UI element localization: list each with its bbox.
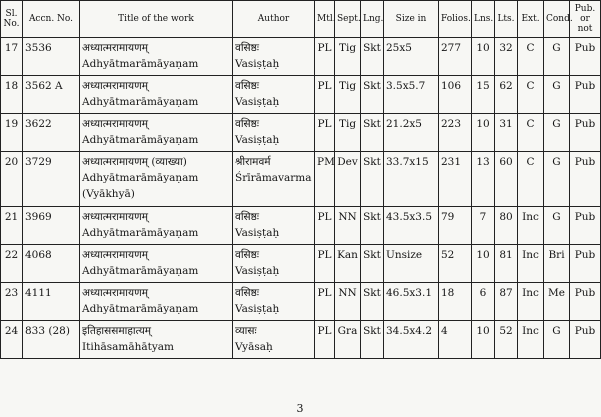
title-devanagari: अध्यात्मरामायणम्	[82, 249, 148, 261]
cell-extent: C	[518, 114, 544, 152]
cell-size: 3.5x5.7	[384, 76, 439, 114]
cell-material: PL	[315, 283, 335, 321]
title-roman: Adhyātmarāmāyaṇam	[82, 265, 199, 277]
cell-author	[233, 245, 315, 283]
cell-language: Skt	[361, 152, 384, 207]
title-roman: Adhyātmarāmāyaṇam	[82, 58, 199, 70]
header-ext: Ext.	[518, 1, 544, 38]
author-roman: Vyāsaḥ	[235, 341, 273, 353]
cell-lines: 10	[472, 245, 495, 283]
cell-extent: Inc	[518, 245, 544, 283]
author-devanagari: वसिष्ठः	[235, 287, 259, 299]
cell-accn: 4068	[23, 245, 80, 283]
cell-extent: Inc	[518, 207, 544, 245]
author-roman: Vasiṣṭaḥ	[235, 134, 280, 146]
cell-script: NN	[335, 283, 361, 321]
cell-author	[233, 321, 315, 359]
cell-sl: 24	[1, 321, 23, 359]
cell-title	[80, 245, 233, 283]
cell-folios: 106	[439, 76, 472, 114]
cell-accn: 3729	[23, 152, 80, 207]
cell-title	[80, 114, 233, 152]
table-row	[1, 245, 601, 283]
title-roman: Adhyātmarāmāyaṇam	[82, 172, 199, 184]
table-row	[1, 114, 601, 152]
header-title: Title of the work	[80, 1, 233, 38]
author-roman: Vasiṣṭaḥ	[235, 227, 280, 239]
cell-language: Skt	[361, 38, 384, 76]
header-size: Size in	[384, 1, 439, 38]
author-devanagari: वसिष्ठः	[235, 42, 259, 54]
table-row	[1, 152, 601, 207]
table-row	[1, 207, 601, 245]
cell-title	[80, 152, 233, 207]
header-folios: Folios.	[439, 1, 472, 38]
cell-title	[80, 283, 233, 321]
cell-folios: 52	[439, 245, 472, 283]
cell-folios: 223	[439, 114, 472, 152]
header-author: Author	[233, 1, 315, 38]
cell-size: 25x5	[384, 38, 439, 76]
cell-published: Pub	[570, 283, 601, 321]
cell-language: Skt	[361, 245, 384, 283]
cell-accn: 4111	[23, 283, 80, 321]
header-mtl: Mtl.	[315, 1, 335, 38]
cell-folios: 79	[439, 207, 472, 245]
cell-sl: 22	[1, 245, 23, 283]
header-sept: Sept.	[335, 1, 361, 38]
cell-letters: 62	[495, 76, 518, 114]
cell-script: NN	[335, 207, 361, 245]
header-sl: Sl. No.	[1, 1, 23, 38]
cell-letters: 80	[495, 207, 518, 245]
cell-author	[233, 114, 315, 152]
cell-sl: 18	[1, 76, 23, 114]
cell-script: Tig	[335, 114, 361, 152]
author-devanagari: श्रीरामवर्म	[235, 156, 271, 168]
cell-author	[233, 38, 315, 76]
cell-published: Pub	[570, 207, 601, 245]
cell-extent: C	[518, 152, 544, 207]
cell-folios: 231	[439, 152, 472, 207]
cell-accn: 3622	[23, 114, 80, 152]
cell-folios: 4	[439, 321, 472, 359]
cell-size: 46.5x3.1	[384, 283, 439, 321]
cell-title	[80, 76, 233, 114]
cell-letters: 60	[495, 152, 518, 207]
cell-script: Gra	[335, 321, 361, 359]
cell-author	[233, 76, 315, 114]
cell-sl: 23	[1, 283, 23, 321]
author-roman: Vasiṣṭaḥ	[235, 58, 280, 70]
cell-lines: 6	[472, 283, 495, 321]
author-roman: Vasiṣṭaḥ	[235, 96, 280, 108]
cell-accn: 3536	[23, 38, 80, 76]
cell-material: PL	[315, 114, 335, 152]
cell-accn: 833 (28)	[23, 321, 80, 359]
cell-published: Pub	[570, 152, 601, 207]
table-row	[1, 321, 601, 359]
cell-size: 21.2x5	[384, 114, 439, 152]
cell-author	[233, 207, 315, 245]
cell-lines: 15	[472, 76, 495, 114]
table-row	[1, 38, 601, 76]
cell-title	[80, 207, 233, 245]
cell-folios: 277	[439, 38, 472, 76]
title-commentary: (Vyākhyā)	[82, 188, 135, 200]
cell-extent: Inc	[518, 283, 544, 321]
cell-extent: C	[518, 38, 544, 76]
cell-condition: G	[544, 114, 570, 152]
cell-script: Dev	[335, 152, 361, 207]
author-devanagari: वसिष्ठः	[235, 80, 259, 92]
title-roman: Adhyātmarāmāyaṇam	[82, 134, 199, 146]
cell-size: 34.5x4.2	[384, 321, 439, 359]
header-lns: Lns.	[472, 1, 495, 38]
cell-language: Skt	[361, 321, 384, 359]
cell-condition: Me	[544, 283, 570, 321]
cell-sl: 17	[1, 38, 23, 76]
page-number: 3	[296, 402, 304, 415]
header-cond: Cond.	[544, 1, 570, 38]
author-roman: Śrīrāmavarma	[235, 172, 312, 184]
cell-author	[233, 152, 315, 207]
table-body	[1, 38, 601, 359]
author-roman: Vasiṣṭaḥ	[235, 303, 280, 315]
cell-size: 43.5x3.5	[384, 207, 439, 245]
cell-published: Pub	[570, 245, 601, 283]
author-devanagari: वसिष्ठः	[235, 118, 259, 130]
cell-script: Tig	[335, 38, 361, 76]
table-row	[1, 283, 601, 321]
cell-sl: 20	[1, 152, 23, 207]
cell-language: Skt	[361, 114, 384, 152]
cell-material: PL	[315, 207, 335, 245]
cell-published: Pub	[570, 38, 601, 76]
cell-letters: 32	[495, 38, 518, 76]
cell-condition: G	[544, 152, 570, 207]
title-devanagari: अध्यात्मरामायणम्	[82, 80, 148, 92]
cell-condition: G	[544, 207, 570, 245]
cell-author	[233, 283, 315, 321]
cell-published: Pub	[570, 76, 601, 114]
cell-lines: 7	[472, 207, 495, 245]
title-devanagari: अध्यात्मरामायणम्	[82, 42, 148, 54]
title-roman: Itihāsamāhātyam	[82, 341, 175, 353]
cell-language: Skt	[361, 207, 384, 245]
cell-lines: 10	[472, 38, 495, 76]
title-roman: Adhyātmarāmāyaṇam	[82, 227, 199, 239]
cell-language: Skt	[361, 283, 384, 321]
cell-material: PL	[315, 321, 335, 359]
cell-language: Skt	[361, 76, 384, 114]
header-pub: Pub. or not	[570, 1, 601, 38]
cell-letters: 81	[495, 245, 518, 283]
cell-letters: 31	[495, 114, 518, 152]
cell-published: Pub	[570, 114, 601, 152]
cell-title	[80, 321, 233, 359]
cell-lines: 10	[472, 114, 495, 152]
author-devanagari: वसिष्ठः	[235, 211, 259, 223]
cell-condition: G	[544, 76, 570, 114]
cell-folios: 18	[439, 283, 472, 321]
cell-size: Unsize	[384, 245, 439, 283]
cell-script: Kan	[335, 245, 361, 283]
author-devanagari: व्यासः	[235, 325, 257, 337]
cell-script: Tig	[335, 76, 361, 114]
title-devanagari: अध्यात्मरामायणम् (व्याख्या)	[82, 156, 187, 168]
cell-condition: G	[544, 38, 570, 76]
title-devanagari: अध्यात्मरामायणम्	[82, 211, 148, 223]
cell-sl: 21	[1, 207, 23, 245]
title-devanagari: अध्यात्मरामायणम्	[82, 287, 148, 299]
cell-extent: Inc	[518, 321, 544, 359]
cell-material: PL	[315, 245, 335, 283]
cell-lines: 13	[472, 152, 495, 207]
cell-material: PM	[315, 152, 335, 207]
cell-sl: 19	[1, 114, 23, 152]
table-header-row	[1, 1, 601, 38]
author-devanagari: वसिष्ठः	[235, 249, 259, 261]
cell-material: PL	[315, 38, 335, 76]
cell-material: PL	[315, 76, 335, 114]
title-roman: Adhyātmarāmāyaṇam	[82, 96, 199, 108]
cell-letters: 52	[495, 321, 518, 359]
header-lng: Lng.	[361, 1, 384, 38]
cell-title	[80, 38, 233, 76]
cell-extent: C	[518, 76, 544, 114]
cell-published: Pub	[570, 321, 601, 359]
author-roman: Vasiṣṭaḥ	[235, 265, 280, 277]
cell-lines: 10	[472, 321, 495, 359]
header-lts: Lts.	[495, 1, 518, 38]
cell-accn: 3562 A	[23, 76, 80, 114]
cell-condition: G	[544, 321, 570, 359]
cell-size: 33.7x15	[384, 152, 439, 207]
table-row	[1, 76, 601, 114]
cell-accn: 3969	[23, 207, 80, 245]
title-devanagari: इतिहाससमाहात्यम्	[82, 325, 152, 337]
cell-condition: Bri	[544, 245, 570, 283]
title-roman: Adhyātmarāmāyaṇam	[82, 303, 199, 315]
cell-letters: 87	[495, 283, 518, 321]
header-accn: Accn. No.	[23, 1, 80, 38]
title-devanagari: अध्यात्मरामायणम्	[82, 118, 148, 130]
